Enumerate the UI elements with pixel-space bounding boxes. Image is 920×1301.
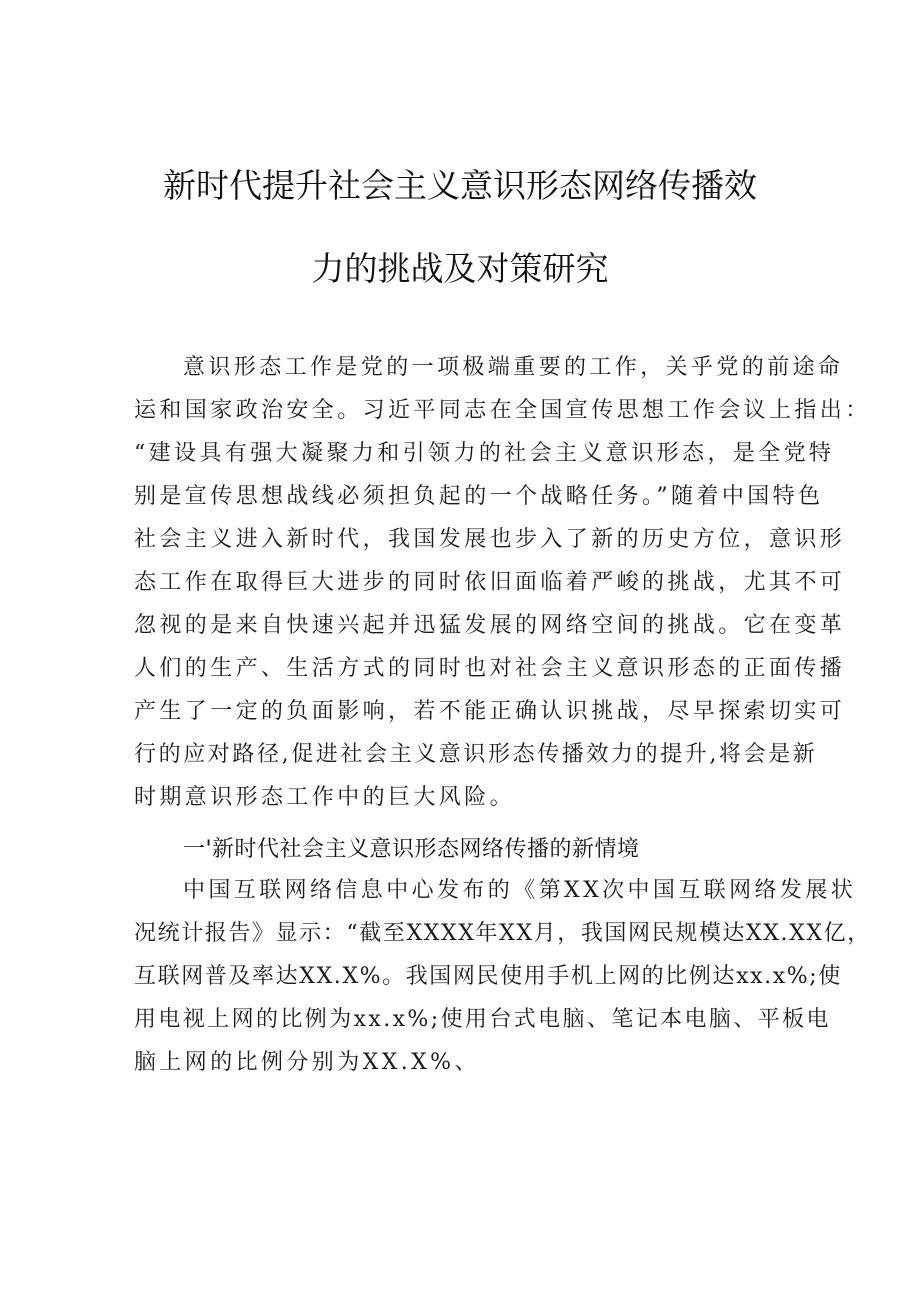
document-title-line-2: 力的挑战及对策研究 bbox=[311, 249, 609, 288]
paragraph-line: 中国互联网络信息中心发布的《第XX次中国互联网络发展状 bbox=[183, 878, 857, 903]
paragraph-line: 行的应对路径,促进社会主义意识形态传播效力的提升,将会是新 bbox=[134, 742, 818, 767]
paragraph-line: 社会主义进入新时代，我国发展也步入了新的历史方位，意识形 bbox=[134, 527, 846, 552]
paragraph-line: “建设具有强大凝聚力和引领力的社会主义意识形态，是全党特 bbox=[134, 441, 835, 466]
document-title-line-1: 新时代提升社会主义意识形态网络传播效 bbox=[163, 166, 757, 205]
paragraph-line: 运和国家政治安全。习近平同志在全国宣传思想工作会议上指出： bbox=[134, 398, 871, 423]
paragraph-line: 脑上网的比例分别为XX.X%、 bbox=[134, 1050, 480, 1075]
paragraph-line: 用电视上网的比例为xx.x%;使用台式电脑、笔记本电脑、平板电 bbox=[134, 1007, 831, 1032]
paragraph-line: 产生了一定的负面影响，若不能正确认识挑战，尽早探索切实可 bbox=[134, 699, 846, 724]
paragraph-line: 意识形态工作是党的一项极端重要的工作，关乎党的前途命 bbox=[183, 355, 844, 380]
paragraph-line: 人们的生产、生活方式的同时也对社会主义意识形态的正面传播 bbox=[134, 656, 846, 681]
paragraph-line: 时期意识形态工作中的巨大风险。 bbox=[134, 785, 516, 810]
paragraph-line: 忽视的是来自快速兴起并迅猛发展的网络空间的挑战。它在变革 bbox=[134, 613, 846, 638]
paragraph-line: 互联网普及率达XX.X%。我国网民使用手机上网的比例达xx.x%;使 bbox=[134, 964, 842, 989]
section-heading-1: 一'新时代社会主义意识形态网络传播的新情境 bbox=[183, 837, 640, 862]
paragraph-line: 态工作在取得巨大进步的同时依旧面临着严峻的挑战，尤其不可 bbox=[134, 570, 846, 595]
paragraph-line: 别是宣传思想战线必须担负起的一个战略任务。”随着中国特色 bbox=[134, 484, 824, 509]
paragraph-line: 况统计报告》显示：“截至XXXX年XX月，我国网民规模达XX.XX亿， bbox=[134, 921, 871, 946]
